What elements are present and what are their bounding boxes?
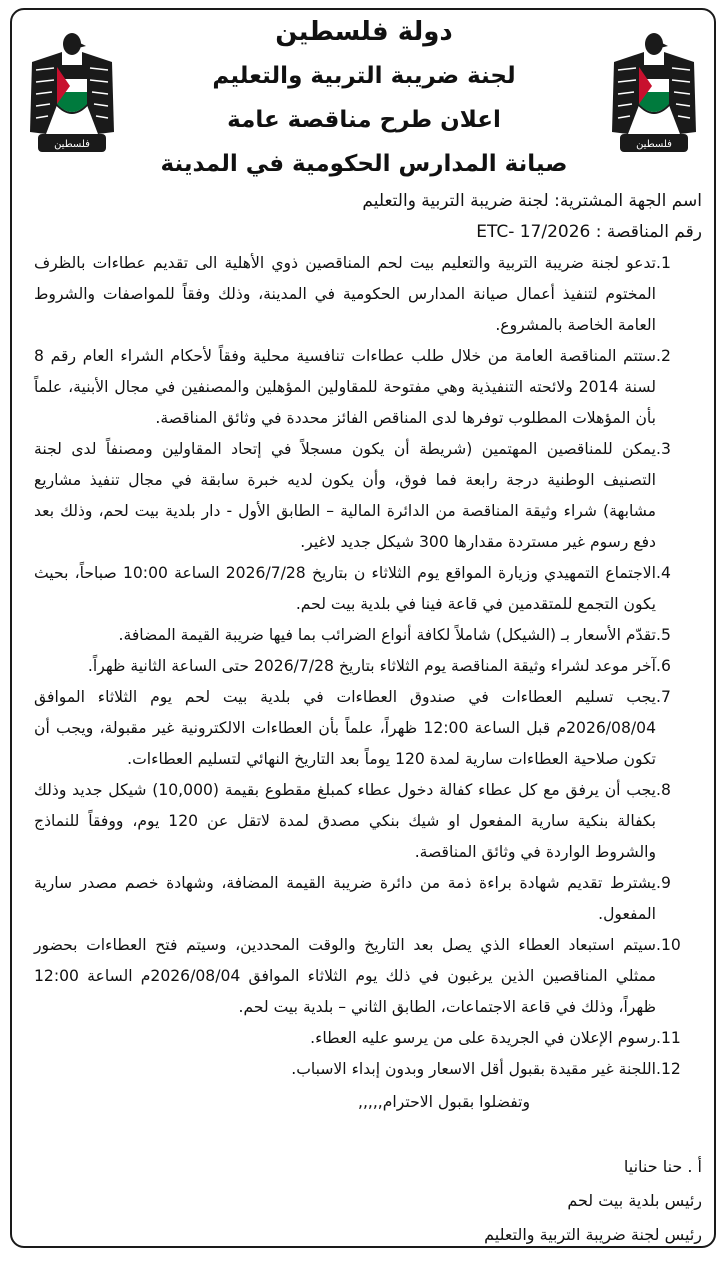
clause-text: تقدّم الأسعار بـ (الشيكل) شاملاً لكافة أنواع الضرائب بما فيها ضريبة القيمة المضافة. [118,626,656,644]
announcement-header [130,10,598,186]
clause-text: رسوم الإعلان في الجريدة على من يرسو عليه العطاء. [310,1029,656,1047]
clause-item [26,682,702,775]
clause-text: يجب تسليم العطاءات في صندوق العطاءات في بلدية بيت لحم يوم الثلاثاء الموافق 2026/08/04م قبل الساعة 12:00 ظهراً، علماً بأن العطاءات الالكترونية غير مقبولة، ويجب أن تكون صلاحية العطاءات سارية لمدة 120 يوماً بعد التاريخ النهائي لتسليم العطاءات. [34,688,656,768]
clause-item [26,775,702,868]
clause-item [26,868,702,930]
tender-subject: صيانة المدارس الحكومية في المدينة [160,151,568,177]
clause-number: .9 [656,874,671,892]
clause-item [26,1023,702,1054]
clause-number: .5 [656,626,671,644]
clause-number: .10 [656,936,681,954]
clause-item [26,1054,702,1085]
clause-item [26,930,702,1023]
signatory-title-committee: رئيس لجنة ضريبة التربية والتعليم [484,1225,702,1244]
signatory-title-mayor: رئيس بلدية بيت لحم [567,1191,702,1210]
clause-number: .8 [656,781,671,799]
clause-text: الاجتماع التمهيدي وزيارة المواقع يوم الثلاثاء ن بتاريخ 2026/7/28 الساعة 10:00 صباحاً، بحيث يكون التجمع للمتقدمين في قاعة فينا في بلدية بيت لحم. [34,564,656,613]
tender-number-label: رقم المناقصة : [595,222,702,242]
clause-text: اللجنة غير مقيدة بقبول أقل الاسعار وبدون إبداء الاسباب. [291,1060,656,1078]
announcement-title: اعلان طرح مناقصة عامة [227,107,501,133]
signatory-name: أ . حنا حنانيا [623,1157,702,1176]
clause-number: .3 [656,440,671,458]
clause-item [26,341,702,434]
eagle-head [63,33,86,55]
closing-line: وتفضلوا بقبول الاحترام,,,,, [357,1093,530,1111]
clause-item [26,558,702,620]
clause-number: .4 [656,564,671,582]
clause-number: .6 [656,657,671,675]
clause-number: .2 [656,347,671,365]
clauses-list [26,248,702,1085]
buyer-line: اسم الجهة المشترية: لجنة ضريبة التربية والتعليم [362,191,702,211]
clause-number: .12 [656,1060,681,1078]
clause-text: ستتم المناقصة العامة من خلال طلب عطاءات تنافسية محلية وفقاً لأحكام الشراء العام رقم 8 لسنة 2014 ولائحته التنفيذية وهي مفتوحة للمقاولين المؤهلين والمصنفين في مجال الأبنية، علماً بأن المؤهلات المطلوب توفرها لدى المناقص الفائز محددة في وثائق المناقصة. [34,347,656,427]
committee-name: لجنة ضريبة التربية والتعليم [212,63,516,89]
flag-shield [56,66,88,113]
clause-text: سيتم استبعاد العطاء الذي يصل بعد التاريخ والوقت المحددين، وسيتم فتح العطاءات بحضور ممثلي المناقصين الذين يرغبون في ذلك يوم الثلاثاء الموافق 2026/08/04م الساعة 12:00 ظهراً، وذلك في قاعة الاجتماعات، الطابق الثاني – بلدية بيت لحم. [34,936,657,1016]
clause-item [26,248,702,341]
clause-text: آخر موعد لشراء وثيقة المناقصة يوم الثلاثاء بتاريخ 2026/7/28 حتى الساعة الثانية ظهراً. [87,657,656,675]
clause-number: .1 [656,254,671,272]
clause-text: يشترط تقديم شهادة براءة ذمة من دائرة ضريبة القيمة المضافة، وشهادة خصم مصدر سارية المفعول. [34,874,656,923]
flag-shield [638,66,670,113]
clause-number: .11 [656,1029,681,1047]
clause-text: يمكن للمناقصين المهتمين (شريطة أن يكون مسجلاً في إتحاد المقاولين ومصنفاً لدى لجنة التصنيف الوطنية درجة رابعة فما فوق، وأن يكون لديه خبرة سابقة في مجال تنفيذ مشاريع مشابهة) شراء وثيقة المناقصة من الدائرة المالية – الطابق الأول - دار بلدية بيت لحم، وذلك بعد دفع رسوم غير مستردة مقدارها 300 شيكل جديد لاغير. [34,440,656,551]
announcement-body [26,186,702,1118]
clause-item [26,620,702,651]
clause-text: يجب أن يرفق مع كل عطاء كفالة دخول عطاء كمبلغ مقطوع بقيمة (10,000) شيكل جديد وذلك بكفالة بنكية سارية المفعول او شيك بنكي مصدق لمدة لاتقل عن 120 يوم، ووفقاً للنماذج والشروط الواردة في وثائق المناقصة. [34,781,656,861]
signature-block [26,1150,702,1252]
tender-number-line [26,217,702,248]
palestine-emblem-icon [608,22,700,162]
clause-text: تدعو لجنة ضريبة التربية والتعليم بيت لحم المناقصين ذوي الأهلية الى تقديم عطاءات بالظرف المختوم لتنفيذ أعمال صيانة المدارس الحكومية في المدينة، وذلك وفقاً للمواصفات والشروط العامة الخاصة بالمشروع. [34,254,656,334]
eagle-head [645,33,668,55]
palestine-emblem-icon [26,22,118,162]
clause-number: .7 [656,688,671,706]
state-name: دولة فلسطين [275,17,453,47]
clause-item [26,651,702,682]
tender-number: ETC- 17/2026 [476,222,591,242]
clause-item [26,434,702,558]
emblem-label: فلسطين [636,139,672,150]
emblem-label: فلسطين [54,139,90,150]
